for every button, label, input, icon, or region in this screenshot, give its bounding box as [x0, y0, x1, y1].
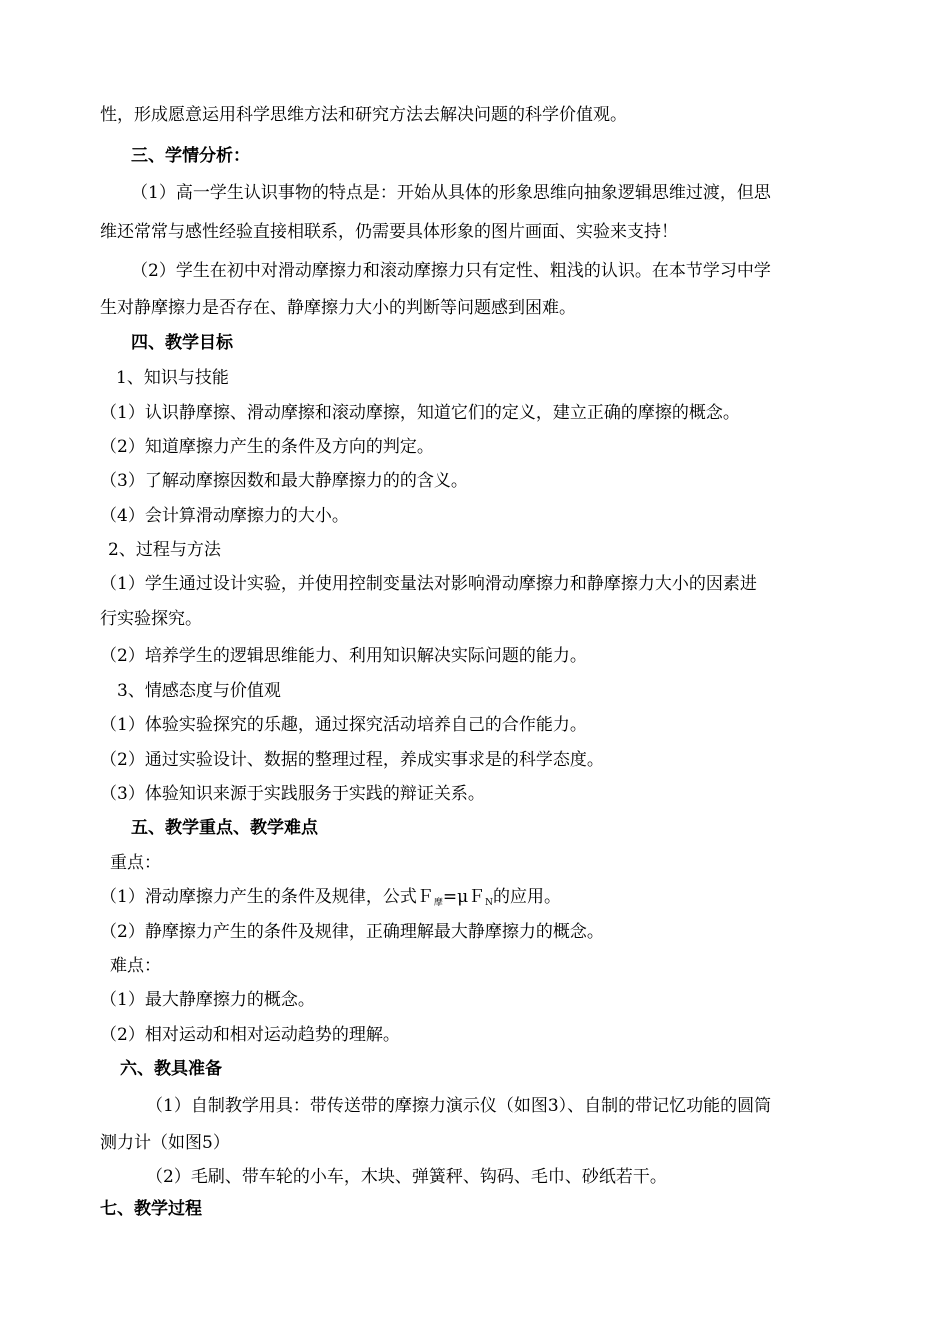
formula-subscript-normal: N: [485, 898, 494, 908]
text-line: （2）培养学生的逻辑思维能力、利用知识解决实际问题的能力。: [100, 646, 587, 666]
section-heading: 四、教学目标: [131, 333, 233, 353]
section-heading: 六、教具准备: [120, 1059, 222, 1079]
text-line: 性，形成愿意运用科学思维方法和研究方法去解决问题的科学价值观。: [100, 105, 627, 125]
text-line: （2）相对运动和相对运动趋势的理解。: [100, 1025, 400, 1045]
subheading: 2、过程与方法: [108, 540, 221, 560]
subheading: 难点：: [110, 956, 161, 976]
text-line: （4）会计算滑动摩擦力的大小。: [100, 506, 349, 526]
section-heading: 七、教学过程: [100, 1199, 202, 1219]
text-line: （1）体验实验探究的乐趣，通过探究活动培养自己的合作能力。: [100, 715, 587, 735]
text-line: （3）了解动摩擦因数和最大静摩擦力的的含义。: [100, 471, 468, 491]
subheading: 1、知识与技能: [116, 368, 229, 388]
text-line: 行实验探究。: [100, 609, 202, 629]
text-line: （1）学生通过设计实验，并使用控制变量法对影响滑动摩擦力和静摩擦力大小的因素进: [100, 574, 757, 594]
text-line: （1）认识静摩擦、滑动摩擦和滚动摩擦，知道它们的定义，建立正确的摩擦的概念。: [100, 403, 740, 423]
subheading: 重点：: [110, 853, 161, 873]
text-line: 测力计（如图5）: [100, 1133, 230, 1153]
text-line: （2）学生在初中对滑动摩擦力和滚动摩擦力只有定性、粗浅的认识。在本节学习中学: [131, 261, 771, 281]
formula-subscript-friction: 摩: [433, 898, 443, 908]
text-line: 生对静摩擦力是否存在、静摩擦力大小的判断等问题感到困难。: [100, 298, 576, 318]
text-line: （1）高一学生认识事物的特点是：开始从具体的形象思维向抽象逻辑思维过渡，但思: [131, 183, 771, 203]
text-line: （2）毛刷、带车轮的小车，木块、弹簧秤、钩码、毛巾、砂纸若干。: [146, 1167, 667, 1187]
text-line: （1）自制教学用具：带传送带的摩擦力演示仪（如图3）、自制的带记忆功能的圆筒: [146, 1096, 772, 1116]
text-line: （2）静摩擦力产生的条件及规律，正确理解最大静摩擦力的概念。: [100, 922, 604, 942]
text-line: （1）最大静摩擦力的概念。: [100, 990, 315, 1010]
section-heading: 五、教学重点、教学难点: [131, 818, 318, 838]
text-line: （2）通过实验设计、数据的整理过程，养成实事求是的科学态度。: [100, 750, 604, 770]
subheading: 3、情感态度与价值观: [117, 681, 281, 701]
formula-line: [100, 885, 561, 915]
formula-prefix: （1）滑动摩擦力产生的条件及规律，公式Ｆ: [100, 887, 434, 907]
text-line: （3）体验知识来源于实践服务于实践的辩证关系。: [100, 784, 485, 804]
text-line: （2）知道摩擦力产生的条件及方向的判定。: [100, 437, 434, 457]
formula-mid: =μＦ: [442, 887, 486, 907]
text-line: 维还常常与感性经验直接相联系，仍需要具体形象的图片画面、实验来支持！: [100, 222, 678, 242]
formula-suffix: 的应用。: [493, 887, 562, 907]
section-heading: 三、学情分析：: [131, 146, 250, 166]
